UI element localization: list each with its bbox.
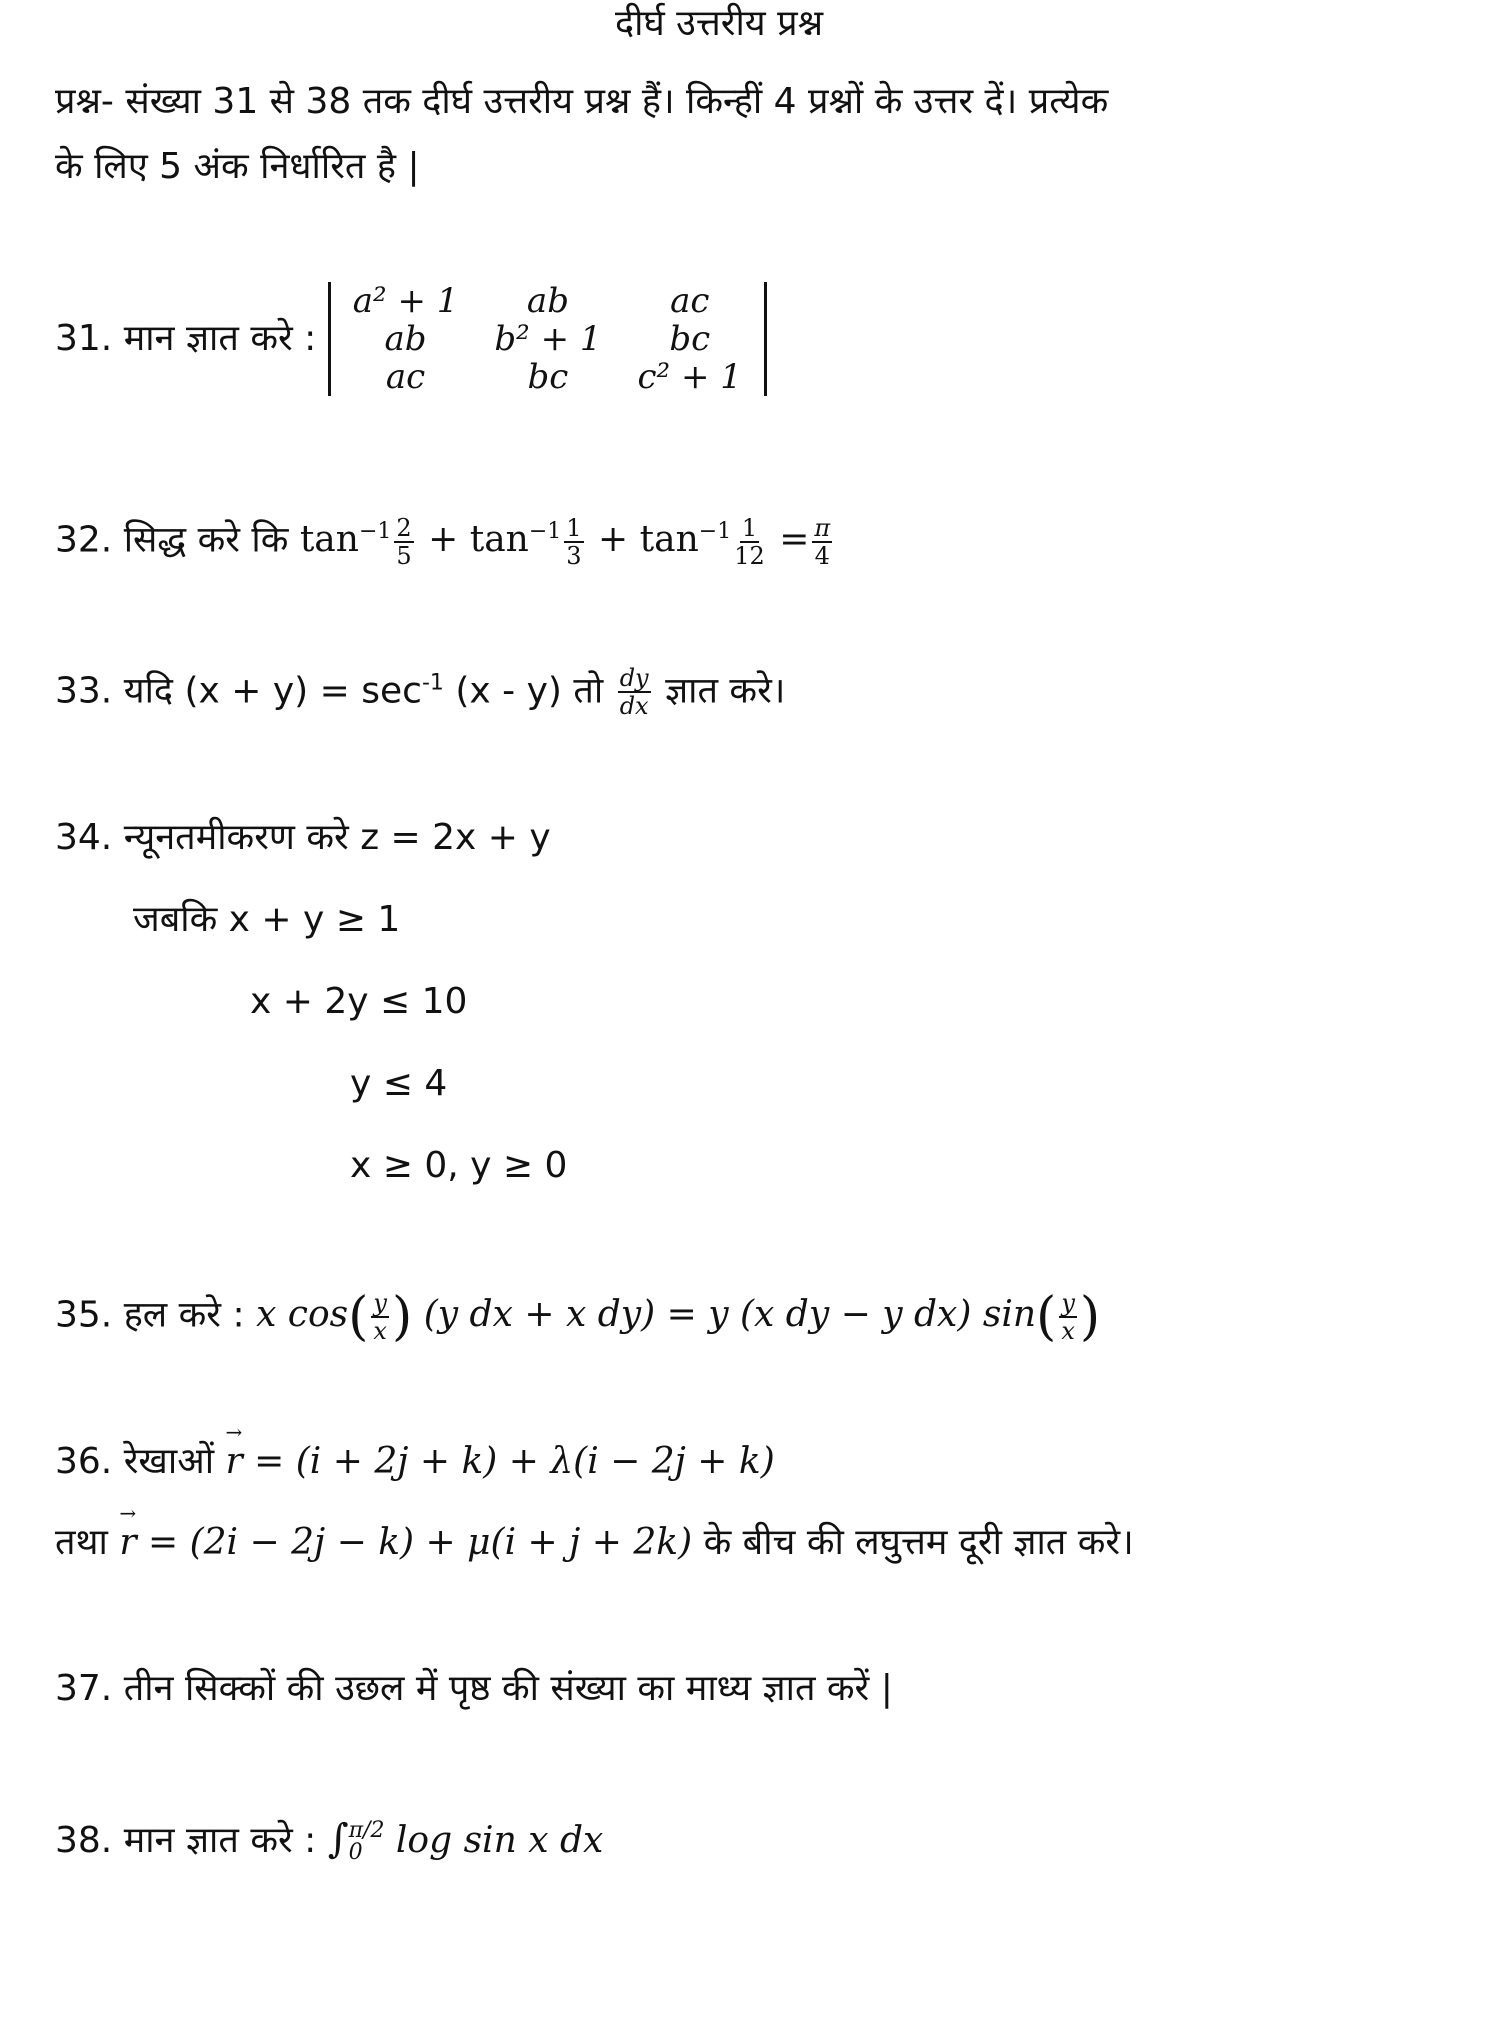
vector-r: → r [225, 1444, 242, 1480]
integral-sign: ∫ [327, 1816, 349, 1862]
plus: + [428, 519, 459, 561]
q31-label: 31. मान ज्ञात करे : [55, 318, 317, 359]
question-35: 35. हल करे : x cos( $\frac{y}{x}$ ) (y dx + x dy) = y (x dy − y dx) sin( $\frac{y}{x}$ ) [55, 1287, 1101, 1348]
num: 1 [741, 514, 758, 542]
den: dx [619, 692, 649, 721]
vector-r: → r [119, 1525, 136, 1561]
determinant [328, 282, 767, 396]
question-36-line-1 [55, 1441, 775, 1482]
num: 1 [566, 514, 582, 542]
question-38 [55, 1816, 604, 1865]
question-34: 34. न्यूनतमीकरण करे z = 2x + y [55, 817, 551, 858]
line-2-equation: = (2i − 2j − k) + μ(i + j + 2k) [147, 1522, 693, 1563]
question-37: 37. तीन सिक्कों की उछल में पृष्ठ की संख्या का माध्य ज्ञात करें | [55, 1668, 893, 1709]
matrix-cell: a² + 1 [352, 281, 459, 321]
question-33 [55, 665, 785, 720]
den: x [1061, 1317, 1075, 1346]
matrix-cell: ac [670, 281, 710, 321]
upper-limit: π/2 [348, 1818, 385, 1843]
constraint-1: जबकि x + y ≥ 1 [133, 899, 401, 940]
matrix-cell: bc [527, 357, 569, 397]
den: 3 [566, 542, 582, 571]
q32-label: 32. सिद्ध करे कि [55, 519, 289, 561]
matrix-cell: ab [526, 281, 569, 321]
instructions-line-1: प्रश्न- संख्या 31 से 38 तक दीर्घ उत्तरीय प्रश्न हैं। किन्हीं 4 प्रश्नों के उत्तर दें। प्रत्येक [55, 81, 1109, 122]
plus: + [598, 519, 629, 561]
constraint-2: x + 2y ≤ 10 [250, 981, 468, 1022]
matrix-cell: bc [669, 319, 711, 359]
num: 2 [396, 514, 412, 542]
q33-end: ज्ञात करे। [665, 670, 786, 712]
constraint-4: x ≥ 0, y ≥ 0 [350, 1145, 568, 1186]
q36-label: 36. रेखाओं [55, 1441, 214, 1482]
question-31 [55, 282, 767, 396]
matrix-cell: ab [384, 319, 427, 359]
line-1-equation: = (i + 2j + k) + λ(i − 2j + k) [254, 1441, 775, 1482]
tan: tan [469, 519, 529, 561]
integrand: log sin x dx [395, 1820, 604, 1861]
q36-label-2: तथा [55, 1522, 108, 1563]
question-36-line-2 [55, 1522, 1134, 1563]
tan: tan [299, 519, 359, 561]
equals: = [779, 519, 810, 561]
lhs: x cos [256, 1294, 349, 1336]
matrix-cell: c² + 1 [637, 357, 742, 397]
den: x [373, 1317, 387, 1346]
constraint-3: y ≤ 4 [350, 1063, 448, 1104]
num: π [814, 514, 831, 542]
q33-text: (x - y) तो [455, 670, 604, 712]
lhs-2: (y dx + x dy) [423, 1294, 656, 1336]
instructions-line-2: के लिए 5 अंक निर्धारित है | [55, 146, 420, 187]
inverse: -1 [421, 670, 444, 696]
inverse: −1 [528, 519, 562, 545]
num: y [373, 1289, 387, 1317]
q33-label: 33. यदि (x + y) = sec [55, 670, 422, 712]
q36-end: के बीच की लघुत्तम दूरी ज्ञात करे। [703, 1522, 1134, 1563]
den: 5 [396, 542, 412, 571]
equals: = [666, 1294, 697, 1336]
den: 4 [814, 542, 830, 571]
num: y [1061, 1289, 1075, 1317]
matrix-cell: ac [385, 357, 426, 397]
q38-label: 38. मान ज्ञात करे : [55, 1820, 317, 1861]
inverse: −1 [358, 519, 392, 545]
lower-limit: 0 [348, 1840, 363, 1865]
inverse: −1 [698, 519, 732, 545]
rhs: y (x dy − y dx) sin [708, 1294, 1037, 1336]
num: dy [619, 664, 649, 692]
tan: tan [639, 519, 699, 561]
den: 12 [734, 542, 765, 571]
question-32 [55, 515, 835, 570]
matrix-cell: b² + 1 [494, 319, 602, 359]
page-title: दीर्घ उत्तरीय प्रश्न [615, 3, 824, 44]
q35-label: 35. हल करे : [55, 1294, 245, 1336]
